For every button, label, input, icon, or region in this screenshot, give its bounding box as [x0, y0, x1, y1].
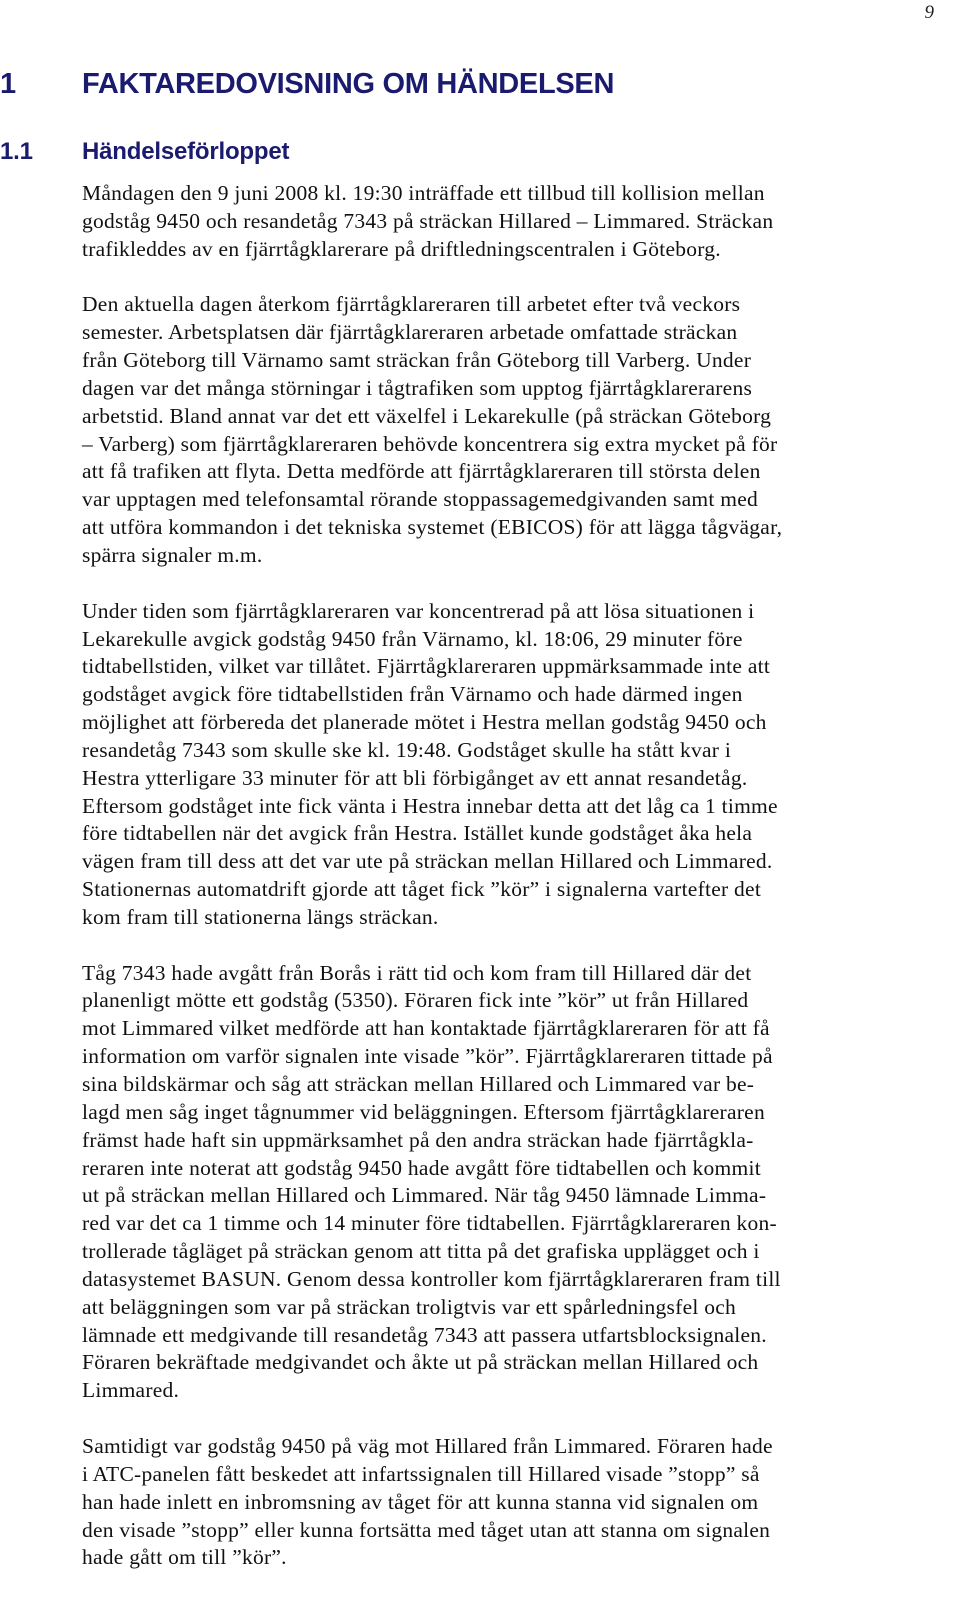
text-line: tidtabellstiden, vilket var tillåtet. Fjärrtågklareraren uppmärksammade inte att — [82, 654, 771, 679]
page-number: 9 — [924, 2, 934, 23]
text-line: Måndagen den 9 juni 2008 kl. 19:30 inträffade ett tillbud till kollision mellan — [82, 181, 765, 205]
text-line: Lekarekulle avgick godståg 9450 från Värnamo, kl. 18:06, 29 minuter före — [82, 626, 743, 651]
text-line: var upptagen med telefonsamtal rörande stoppassagemedgivanden samt med — [82, 487, 759, 512]
text-line: – Varberg) som fjärrtågklareraren behövde koncentrera sig extra mycket på för — [82, 431, 778, 456]
text-line: Stationernas automatdrift gjorde att tåget fick ”kör” i signalerna vartefter det — [82, 877, 762, 902]
text-line: möjlighet att förbereda det planerade mötet i Hestra mellan godståg 9450 och — [82, 710, 767, 735]
text-line: främst hade haft sin uppmärksamhet på den andra sträckan hade fjärrtågkla- — [82, 1127, 754, 1152]
text-line: ut på sträckan mellan Hillared och Limmared. När tåg 9450 lämnade Limma- — [82, 1183, 767, 1208]
text-line: semester. Arbetsplatsen där fjärrtågklareraren arbetade omfattade sträckan — [82, 320, 738, 345]
text-line: från Göteborg till Värnamo samt sträckan från Göteborg till Varberg. Under — [82, 348, 752, 373]
section-number: 1 — [0, 68, 16, 100]
text-line: Hestra ytterligare 33 minuter för att bli förbigånget av ett annat resandetåg. — [82, 765, 748, 790]
text-line: red var det ca 1 timme och 14 minuter före tidtabellen. Fjärrtågklareraren kon- — [82, 1211, 777, 1236]
text-line: lämnade ett medgivande till resandetåg 7343 att passera utfartsblocksignalen. — [82, 1322, 767, 1347]
text-line: dagen var det många störningar i tågtrafiken som upptog fjärrtågklarerarens — [82, 375, 753, 400]
text-line: att få trafiken att flyta. Detta medförde att fjärrtågklareraren till största delen — [82, 459, 761, 484]
text-line: Samtidigt var godståg 9450 på väg mot Hillared från Limmared. Föraren hade — [82, 1433, 773, 1458]
text-line: i ATC-panelen fått beskedet att infartssignalen till Hillared visade ”stopp” så — [82, 1461, 760, 1486]
text-line: mot Limmared vilket medförde att han kontaktade fjärrtågklareraren för att få — [82, 1016, 770, 1041]
paragraph — [82, 960, 942, 1406]
text-line: vägen fram till dess att det var ute på sträckan mellan Hillared och Limmared. — [82, 849, 773, 874]
text-line: före tidtabellen när det avgick från Hestra. Istället kunde godståget åka hela — [82, 821, 753, 846]
body-text — [82, 180, 942, 1600]
section-heading-1 — [0, 68, 614, 101]
text-line: spärra signaler m.m. — [82, 542, 263, 567]
text-line: att beläggningen som var på sträckan troligtvis var ett spårledningsfel och — [82, 1294, 737, 1319]
paragraph — [82, 180, 942, 264]
section-title: FAKTAREDOVISNING OM HÄNDELSEN — [82, 68, 615, 100]
text-line: godståg 9450 och resandetåg 7343 på sträckan Hillared – Limmared. Sträckan — [82, 208, 774, 233]
text-line: planenligt mötte ett godståg (5350). Föraren fick inte ”kör” ut från Hillared — [82, 988, 749, 1013]
text-line: Tåg 7343 hade avgått från Borås i rätt tid och kom fram till Hillared där det — [82, 960, 752, 985]
paragraph — [82, 291, 942, 569]
text-line: Under tiden som fjärrtågklareraren var koncentrerad på att lösa situationen i — [82, 598, 755, 623]
text-line: lagd men såg inget tågnummer vid beläggningen. Eftersom fjärrtågklareraren — [82, 1099, 765, 1124]
text-line: resandetåg 7343 som skulle ske kl. 19:48. Godståget skulle ha stått kvar i — [82, 737, 732, 762]
text-line: trafikleddes av en fjärrtågklarerare på driftledningscentralen i Göteborg. — [82, 236, 721, 261]
text-line: kom fram till stationerna längs sträckan. — [82, 904, 439, 929]
subsection-title: Händelseförloppet — [82, 138, 290, 165]
subsection-number: 1.1 — [0, 138, 33, 165]
subsection-heading — [0, 138, 289, 166]
paragraph — [82, 1433, 942, 1572]
text-line: arbetstid. Bland annat var det ett växelfel i Lekarekulle (på sträckan Göteborg — [82, 403, 772, 428]
text-line: sina bildskärmar och såg att sträckan mellan Hillared och Limmared var be- — [82, 1072, 755, 1096]
text-line: godståget avgick före tidtabellstiden från Värnamo och hade därmed ingen — [82, 682, 743, 707]
text-line: Limmared. — [82, 1378, 180, 1403]
paragraph — [82, 598, 942, 932]
text-line: Eftersom godståget inte fick vänta i Hestra innebar detta att det låg ca 1 timme — [82, 793, 778, 818]
text-line: hade gått om till ”kör”. — [82, 1545, 287, 1570]
text-line: reraren inte noterat att godståg 9450 hade avgått före tidtabellen och kommit — [82, 1155, 761, 1180]
text-line: den visade ”stopp” eller kunna fortsätta med tåget utan att stanna om signalen — [82, 1517, 771, 1542]
text-line: datasystemet BASUN. Genom dessa kontroller kom fjärrtågklareraren fram till — [82, 1266, 781, 1291]
text-line: han hade inlett en inbromsning av tåget för att kunna stanna vid signalen om — [82, 1489, 759, 1514]
text-line: Föraren bekräftade medgivandet och åkte ut på sträckan mellan Hillared och — [82, 1350, 759, 1375]
text-line: information om varför signalen inte visade ”kör”. Fjärrtågklareraren tittade på — [82, 1044, 773, 1069]
text-line: Den aktuella dagen återkom fjärrtågklareraren till arbetet efter två veckors — [82, 292, 741, 317]
text-line: att utföra kommandon i det tekniska systemet (EBICOS) för att lägga tågvägar, — [82, 515, 783, 540]
text-line: trollerade tågläget på sträckan genom att titta på det grafiska upplägget och i — [82, 1239, 760, 1264]
